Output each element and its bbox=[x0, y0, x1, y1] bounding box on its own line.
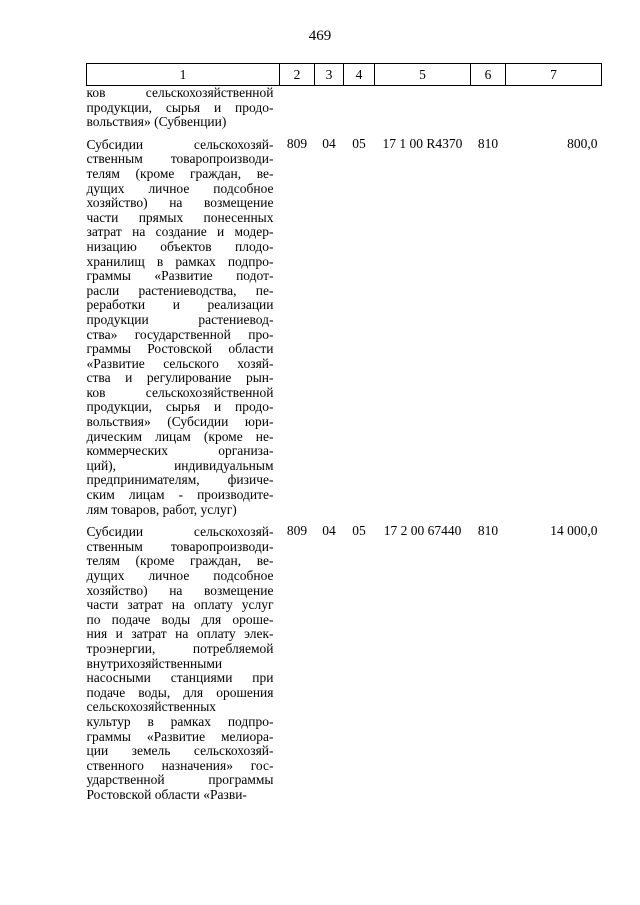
description-line: продукции растениевод- bbox=[86, 311, 274, 327]
description-line: ков сельскохозяйственной bbox=[86, 85, 274, 100]
description-line: ния и затрат на оплату элек- bbox=[86, 626, 274, 642]
row-col-3: 04 bbox=[322, 135, 336, 151]
description-line: лям товаров, работ, услуг) bbox=[86, 501, 237, 517]
description-line: подаче воды, для орошения bbox=[86, 684, 274, 700]
row-col-4: 05 bbox=[352, 523, 366, 539]
row-description bbox=[87, 517, 280, 802]
row-description bbox=[87, 130, 280, 517]
description-line: ции земель сельскохозяй- bbox=[86, 743, 274, 759]
column-header-2: 2 bbox=[280, 64, 315, 86]
description-line: троэнергии, потребляемой bbox=[86, 640, 274, 656]
description-line: реработки и реализации bbox=[86, 297, 274, 313]
description-line: низацию объектов плодо- bbox=[86, 238, 274, 254]
description-line: телям (кроме граждан, ве- bbox=[86, 165, 274, 181]
column-header-3: 3 bbox=[315, 64, 344, 86]
row-description bbox=[87, 86, 280, 130]
row-col-5: 17 1 00 R4370 bbox=[382, 135, 463, 151]
table-row bbox=[87, 86, 602, 130]
description-line: телям (кроме граждан, ве- bbox=[86, 553, 274, 569]
description-line: ков сельскохозяйственной bbox=[86, 384, 274, 400]
description-line: ственным товаропроизводи- bbox=[86, 151, 274, 167]
description-line: ственным товаропроизводи- bbox=[86, 538, 274, 554]
description-line: дущих личное подсобное bbox=[86, 568, 274, 583]
description-line: «Развитие сельского хозяй- bbox=[86, 355, 274, 371]
description-line: хозяйство) на возмещение bbox=[86, 195, 274, 211]
description-line: ства и регулирование рын- bbox=[86, 370, 274, 386]
description-line: части прямых понесенных bbox=[86, 209, 274, 225]
page-number: 469 bbox=[308, 28, 332, 44]
row-col-5: 17 2 00 67440 bbox=[383, 523, 462, 539]
description-line: граммы «Развитие мелиора- bbox=[86, 728, 274, 744]
description-line: вольствия» (Субсидии юри- bbox=[86, 414, 274, 430]
row-col-2: 809 bbox=[286, 135, 308, 151]
column-header-6: 6 bbox=[471, 64, 506, 86]
description-line: граммы Ростовской области bbox=[86, 341, 274, 357]
description-line: граммы «Развитие подот- bbox=[86, 268, 274, 284]
row-col-4: 05 bbox=[352, 135, 366, 151]
description-line: ским лицам - производите- bbox=[86, 487, 274, 503]
row-col-6 bbox=[471, 86, 506, 130]
description-line: вольствия» (Субвенции) bbox=[86, 114, 227, 130]
description-line: ственного назначения» гос- bbox=[86, 757, 274, 773]
table-row bbox=[87, 517, 602, 802]
row-col-6: 810 bbox=[477, 523, 499, 539]
description-line: продукции, сырья и продо- bbox=[86, 99, 274, 115]
row-col-5 bbox=[375, 86, 471, 130]
description-line: расли растениеводства, пе- bbox=[86, 282, 274, 298]
row-col-2 bbox=[280, 86, 315, 130]
column-header-5: 5 bbox=[375, 64, 471, 86]
description-line: ций), индивидуальным bbox=[86, 457, 274, 473]
column-header-7: 7 bbox=[506, 64, 602, 86]
description-line: насосными станциями при bbox=[86, 670, 274, 686]
column-header-4: 4 bbox=[344, 64, 375, 86]
description-line: хозяйство) на возмещение bbox=[86, 582, 274, 598]
description-line: хранилищ в рамках подпро- bbox=[86, 253, 274, 269]
description-line: по подаче воды для ороше- bbox=[86, 611, 274, 627]
row-col-4 bbox=[344, 86, 375, 130]
row-amount bbox=[506, 86, 602, 130]
description-line: Субсидии сельскохозяй- bbox=[86, 524, 274, 540]
description-line: Ростовской области «Разви- bbox=[86, 786, 247, 802]
description-line: дическим лицам (кроме не- bbox=[86, 428, 274, 444]
description-line: коммерческих организа- bbox=[86, 443, 274, 459]
description-line: культур в рамках подпро- bbox=[86, 713, 274, 729]
description-line: дущих личное подсобное bbox=[86, 180, 274, 196]
column-header-1: 1 bbox=[87, 64, 280, 86]
row-amount: 800,0 bbox=[567, 135, 598, 151]
description-line: части затрат на оплату услуг bbox=[86, 597, 274, 613]
description-line: сельскохозяйственных bbox=[86, 699, 217, 715]
table-row bbox=[87, 130, 602, 517]
column-header-row bbox=[87, 64, 602, 86]
description-line: ства» государственной про- bbox=[86, 326, 274, 342]
budget-table bbox=[86, 63, 602, 803]
description-line: Субсидии сельскохозяй- bbox=[86, 136, 274, 152]
row-col-3 bbox=[315, 86, 344, 130]
description-line: внутрихозяйственными bbox=[86, 655, 223, 671]
row-amount: 14 000,0 bbox=[550, 523, 598, 539]
description-line: ударственной программы bbox=[86, 772, 274, 788]
description-line: затрат на создание и модер- bbox=[86, 224, 274, 240]
description-line: предпринимателям, физиче- bbox=[86, 472, 274, 488]
description-line: продукции, сырья и продо- bbox=[86, 399, 274, 415]
row-col-3: 04 bbox=[322, 523, 336, 539]
row-col-6: 810 bbox=[477, 135, 499, 151]
row-col-2: 809 bbox=[286, 523, 308, 539]
